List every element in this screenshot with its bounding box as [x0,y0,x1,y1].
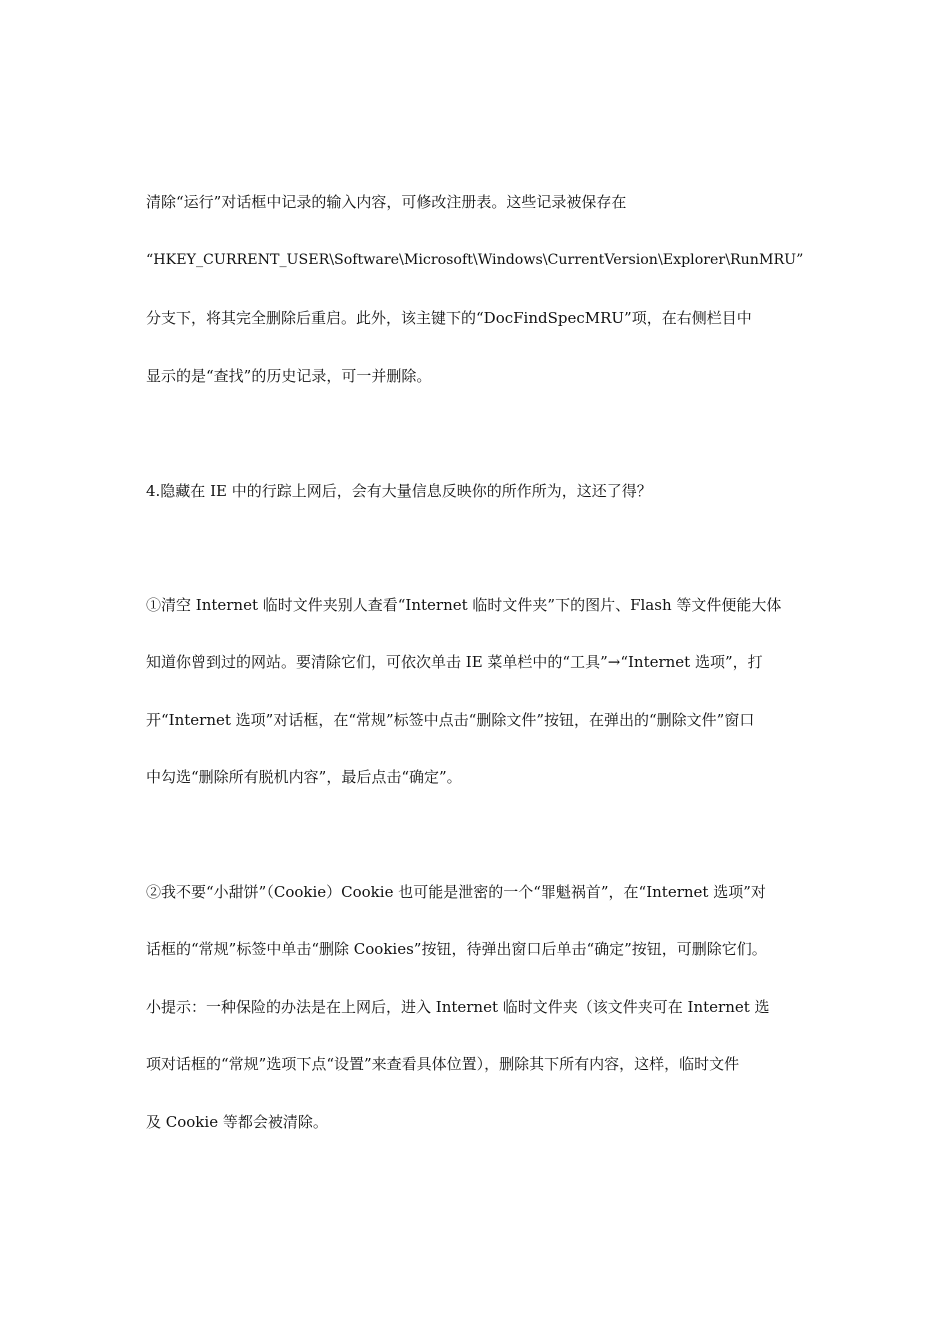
text-line: 话框的“常规”标签中单击“删除 Cookies”按钮，待弹出窗口后单击“确定”按钮，可删除它们。 [146,940,767,958]
text-line: 清除“运行”对话框中记录的输入内容，可修改注册表。这些记录被保存在 [146,193,627,211]
text-line: 及 Cookie 等都会被清除。 [146,1113,328,1131]
text-line: 显示的是“查找”的历史记录，可一并删除。 [146,367,432,385]
text-line-tip: 小提示：一种保险的办法是在上网后，进入 Internet 临时文件夹（该文件夹可在 Internet 选 [146,998,770,1016]
text-line: 项对话框的“常规”选项下点“设置”来查看具体位置），删除其下所有内容，这样，临时文件 [146,1055,740,1073]
text-line: ②我不要“小甜饼”（Cookie）Cookie 也可能是泄密的一个“罪魁祸首”，在“Internet 选项”对 [146,883,766,901]
text-line: 知道你曾到过的网站。要清除它们，可依次单击 IE 菜单栏中的“工具”→“Internet 选项”，打 [146,653,763,671]
text-line: 开“Internet 选项”对话框，在“常规”标签中点击“删除文件”按钮，在弹出的“删除文件”窗口 [146,711,755,729]
text-line-registry-path: “HKEY_CURRENT_USER\Software\Microsoft\Windows\CurrentVersion\Explorer\RunMRU” [146,252,804,268]
section-heading: 4.隐藏在 IE 中的行踪上网后，会有大量信息反映你的所作所为，这还了得？ [146,482,652,500]
text-line: ①清空 Internet 临时文件夹别人查看“Internet 临时文件夹”下的图片、Flash 等文件便能大体 [146,596,782,614]
text-line: 中勾选“删除所有脱机内容”，最后点击“确定”。 [146,768,462,786]
text-line: 分支下，将其完全删除后重启。此外，该主键下的“DocFindSpecMRU”项，在右侧栏目中 [146,309,752,327]
